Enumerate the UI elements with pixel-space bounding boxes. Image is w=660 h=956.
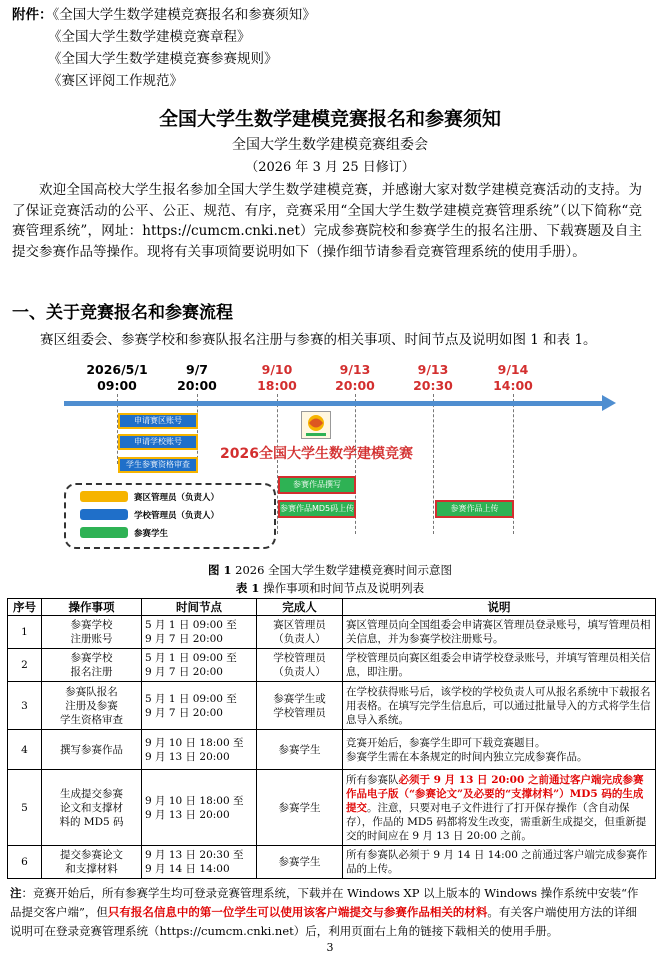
section-heading: 一、关于竞赛报名和参赛流程	[12, 303, 233, 323]
timeline-date: 9/10 18:00	[257, 362, 297, 393]
organizer: 全国大学生数学建模竞赛组委会	[232, 137, 428, 153]
legend-swatch	[80, 491, 128, 502]
table-row: 1 参赛学校 注册账号 5 月 1 日 09:00 至 9 月 7 日 20:00 赛区管理员 （负责人） 赛区管理员向全国组委会申请赛区管理员登录账号，填写管理员相关信息，并为参赛学校注册账号。	[8, 616, 656, 649]
legend-label: 参赛学生	[134, 529, 169, 539]
timeline-figure	[60, 356, 620, 554]
column-header: 完成人	[257, 599, 343, 616]
step-box: 参赛作品MD5码上传	[278, 500, 356, 518]
table-row: 5 生成提交参赛 论文和支撑材 料的 MD5 码 9 月 10 日 18:00 至 9 月 13 日 20:00 参赛学生 所有参赛队必须于 9 月 13 日 20:00 之前通过客户端完成参赛作品电子版（“参赛论文”及必要的“支撑材料”）MD5 码的生成提交。注意，只要对电子文件进行了打开保存操作（含自动保存），作品的 MD5 码都将发生改变，需重新生成提交，但重新提交的时间应在 9 月 13 日 20:00 之前。	[8, 770, 656, 846]
attachment-item: 《全国大学生数学建模竞赛报名和参赛须知》	[52, 7, 316, 23]
legend-swatch	[80, 509, 128, 520]
column-header: 操作事项	[42, 599, 142, 616]
timeline-date: 9/13 20:00	[335, 362, 375, 393]
step-box: 申请学校账号	[118, 434, 198, 450]
attachment-label: 附件：	[12, 7, 53, 23]
legend-label: 学校管理员（负责人）	[134, 511, 220, 521]
step-box: 参赛作品上传	[435, 500, 514, 518]
timeline-date: 9/14 14:00	[493, 362, 533, 393]
timeline-date: 9/7 20:00	[177, 362, 217, 393]
timeline-legend	[64, 483, 276, 549]
table-row: 6 提交参赛论文 和支撑材料 9 月 13 日 20:30 至 9 月 14 日 14:00 参赛学生 所有参赛队必须于 9 月 14 日 14:00 之前通过客户端完成参赛作品的上传。	[8, 846, 656, 879]
section-text: 赛区组委会、参赛学校和参赛队报名注册与参赛的相关事项、时间节点及说明如图 1 和表 1。	[40, 332, 597, 348]
table-header-row	[8, 599, 656, 616]
competition-title: 2026全国大学生数学建模竞赛	[220, 446, 413, 462]
intro-paragraph: 欢迎全国高校大学生报名参加全国大学生数学建模竞赛，并感谢大家对数学建模竞赛活动的支持。为了保证竞赛活动的公平、公正、规范、有序，竞赛采用“全国大学生数学建模竞赛管理系统”（以下简称“竞赛管理系统”，网址：https://cumcm.cnki.net）完成参赛院校和参赛学生的报名注册、下载赛题及自主提交参赛作品等操作。现将有关事项简要说明如下（操作细节请参看竞赛管理系统的使用手册）。	[12, 182, 642, 260]
attachment-item: 《赛区评阅工作规范》	[48, 73, 183, 89]
column-header: 说明	[343, 599, 656, 616]
column-header: 序号	[8, 599, 42, 616]
legend-swatch	[80, 527, 128, 538]
step-box: 学生参赛资格审查	[118, 457, 198, 473]
attachment-item: 《全国大学生数学建模竞赛参赛规则》	[48, 51, 278, 67]
document-title: 全国大学生数学建模竞赛报名和参赛须知	[158, 108, 501, 130]
timeline-axis	[64, 401, 604, 406]
attachment-line-1	[12, 6, 316, 25]
table-row: 3 参赛队报名 注册及参赛 学生资格审查 5 月 1 日 09:00 至 9 月 7 日 20:00 参赛学生或 学校管理员 在学校获得账号后，该学校的学校负责人可从报名系统中下载报名用表格。在填写完学生信息后，可以通过批量导入的方式将学生信息导入系统。	[8, 682, 656, 730]
schedule-table	[7, 598, 656, 879]
competition-logo-icon	[301, 411, 331, 439]
timeline-date: 9/13 20:30	[413, 362, 453, 393]
step-box: 申请赛区账号	[118, 413, 198, 429]
md5-description: 所有参赛队必须于 9 月 13 日 20:00 之前通过客户端完成参赛作品电子版（“参赛论文”及必要的“支撑材料”）MD5 码的生成提交。注意，只要对电子文件进行了打开保存操作（含自动保存），作品的 MD5 码都将发生改变，需重新生成提交，但重新提交的时间应在 9 月 13 日 20:00 之前。	[343, 770, 656, 846]
step-box: 参赛作品撰写	[278, 476, 356, 494]
table-row: 2 参赛学校 报名注册 5 月 1 日 09:00 至 9 月 7 日 20:00 学校管理员 （负责人） 学校管理员向赛区组委会申请学校登录账号，并填写管理员相关信息，即注册。	[8, 649, 656, 682]
timeline-guide	[433, 394, 434, 534]
table-caption: 表 1 操作事项和时间节点及说明列表	[235, 581, 425, 595]
figure-caption: 图 1 2026 全国大学生数学建模竞赛时间示意图	[207, 563, 453, 577]
table-row: 4 撰写参赛作品 9 月 10 日 18:00 至 9 月 13 日 20:00 参赛学生 竞赛开始后，参赛学生即可下载竞赛题目。 参赛学生需在本条规定的时间内独立完成参赛作品。	[8, 730, 656, 770]
legend-label: 赛区管理员（负责人）	[134, 493, 220, 503]
revision-date: （2026 年 3 月 25 日修订）	[245, 160, 415, 175]
column-header: 时间节点	[142, 599, 257, 616]
timeline-arrow-icon	[602, 395, 616, 411]
attachment-item: 《全国大学生数学建模竞赛章程》	[48, 29, 251, 45]
page-number: 3	[326, 941, 334, 954]
table-note: 注：竞赛开始后，所有参赛学生均可登录竞赛管理系统，下载并在 Windows XP 以上版本的 Windows 操作系统中安装“作品提交客户端”，但只有报名信息中的第一位学生可以使用该客户端提交与参赛作品相关的材料。有关客户端使用方法的详细说明可在登录竞赛管理系统（https://cumcm.cnki.net）后，利用页面右上角的链接下载相关的使用手册。	[10, 886, 639, 938]
timeline-date: 2026/5/1 09:00	[86, 362, 148, 393]
